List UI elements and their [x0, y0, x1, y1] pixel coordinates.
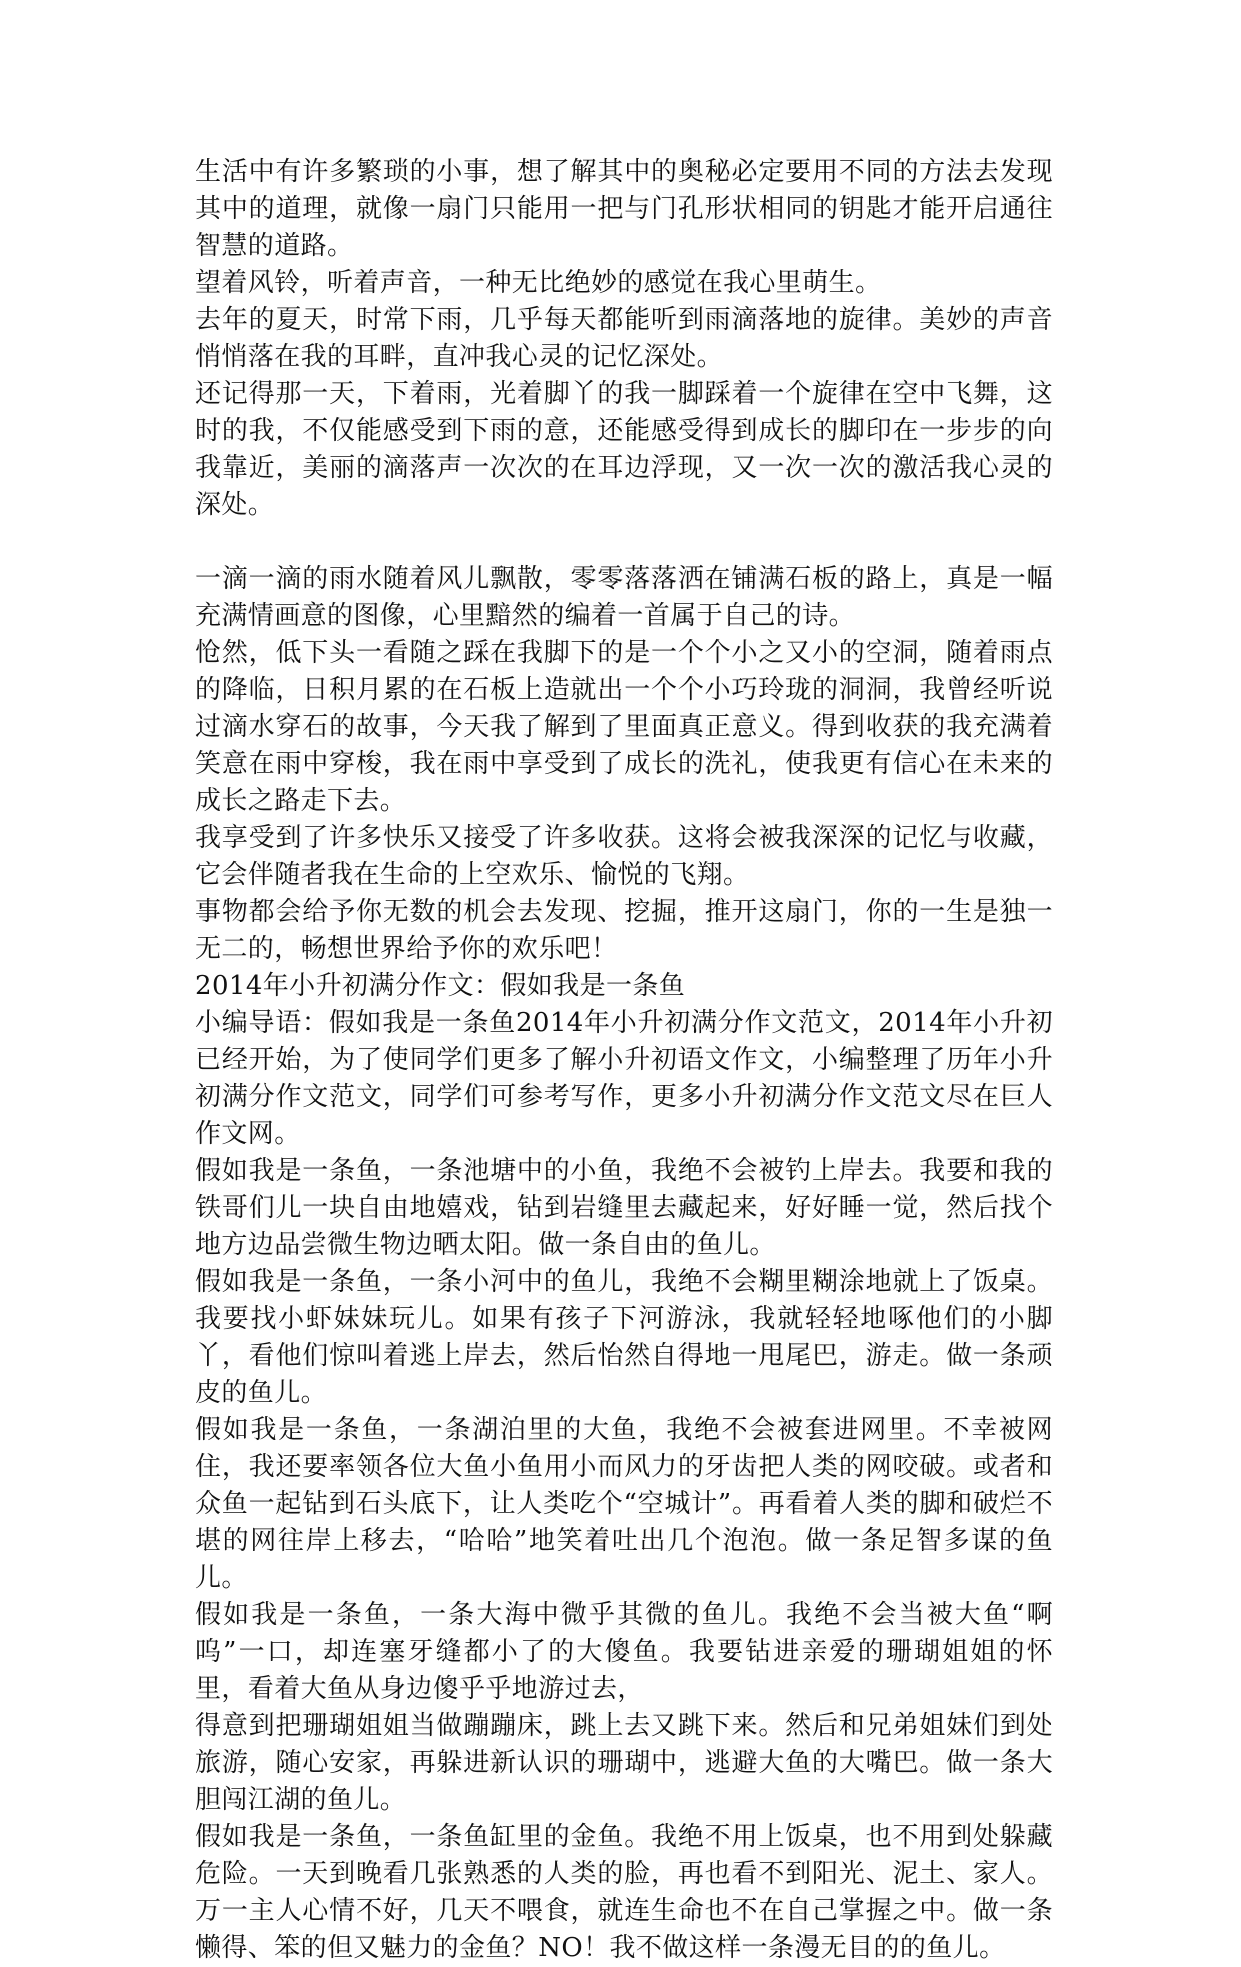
paragraph-river-fish: 假如我是一条鱼，一条小河中的鱼儿，我绝不会糊里糊涂地就上了饭桌。我要找小虾妹妹玩儿。如果有孩子下河游泳，我就轻轻地啄他们的小脚丫，看他们惊叫着逃上岸去，然后怡然自得地一甩尾巴，游走。做一条顽皮的鱼儿。: [195, 1267, 1053, 1408]
paragraph-intro: 生活中有许多繁琐的小事，想了解其中的奥秘必定要用不同的方法去发现其中的道理，就像一扇门只能用一把与门孔形状相同的钥匙才能开启通往智慧的道路。: [195, 157, 1053, 261]
paragraph-windchime: 望着风铃，听着声音，一种无比绝妙的感觉在我心里萌生。: [195, 268, 882, 298]
paragraph-remember-day: 还记得那一天，下着雨，光着脚丫的我一脚踩着一个旋律在空中飞舞，这时的我，不仅能感受到下雨的意，还能感受得到成长的脚印在一步步的向我靠近，美丽的滴落声一次次的在耳边浮现，又一次一次的激活我心灵的深处。: [195, 379, 1053, 520]
essay-title: 2014年小升初满分作文：假如我是一条鱼: [195, 971, 686, 1001]
paragraph-editor-intro: 小编导语：假如我是一条鱼2014年小升初满分作文范文，2014年小升初已经开始，为了使同学们更多了解小升初语文作文，小编整理了历年小升初满分作文范文，同学们可参考写作，更多小升初满分作文范文尽在巨人作文网。: [195, 1008, 1053, 1149]
blank-line: [195, 524, 1053, 561]
paragraph-holes-in-stone: 怆然，低下头一看随之踩在我脚下的是一个个小之又小的空洞，随着雨点的降临，日积月累的在石板上造就出一个个小巧玲珑的洞洞，我曾经听说过滴水穿石的故事，今天我了解到了里面真正意义。得到收获的我充满着笑意在雨中穿梭，我在雨中享受到了成长的洗礼，使我更有信心在未来的成长之路走下去。: [195, 638, 1053, 816]
paragraph-sea-fish: 假如我是一条鱼，一条大海中微乎其微的鱼儿。我绝不会当被大鱼“啊呜”一口，却连塞牙缝都小了的大傻鱼。我要钻进亲爱的珊瑚姐姐的怀里，看着大鱼从身边傻乎乎地游过去，: [195, 1600, 1053, 1704]
paragraph-raindrops: 一滴一滴的雨水随着风儿飘散，零零落落洒在铺满石板的路上，真是一幅充满情画意的图像，心里黯然的编着一首属于自己的诗。: [195, 564, 1053, 631]
paragraph-coral-trampoline: 得意到把珊瑚姐姐当做蹦蹦床，跳上去又跳下来。然后和兄弟姐妹们到处旅游，随心安家，再躲进新认识的珊瑚中，逃避大鱼的大嘴巴。做一条大胆闯江湖的鱼儿。: [195, 1711, 1053, 1815]
paragraph-goldfish: 假如我是一条鱼，一条鱼缸里的金鱼。我绝不用上饭桌，也不用到处躲藏危险。一天到晚看几张熟悉的人类的脸，再也看不到阳光、泥土、家人。万一主人心情不好，几天不喂食，就连生命也不在自己掌握之中。做一条懒得、笨的但又魅力的金鱼？NO！我不做这样一条漫无目的的鱼儿。: [195, 1822, 1053, 1963]
paragraph-happiness: 我享受到了许多快乐又接受了许多收获。这将会被我深深的记忆与收藏，它会伴随者我在生命的上空欢乐、愉悦的飞翔。: [195, 823, 1053, 890]
paragraph-lake-fish: 假如我是一条鱼，一条湖泊里的大鱼，我绝不会被套进网里。不幸被网住，我还要率领各位大鱼小鱼用小而风力的牙齿把人类的网咬破。或者和众鱼一起钻到石头底下，让人类吃个“空城计”。再看着人类的脚和破烂不堪的网往岸上移去，“哈哈”地笑着吐出几个泡泡。做一条足智多谋的鱼儿。: [195, 1415, 1053, 1593]
paragraph-pond-fish: 假如我是一条鱼，一条池塘中的小鱼，我绝不会被钓上岸去。我要和我的铁哥们儿一块自由地嬉戏，钻到岩缝里去藏起来，好好睡一觉，然后找个地方边品尝微生物边晒太阳。做一条自由的鱼儿。: [195, 1156, 1053, 1260]
paragraph-last-summer: 去年的夏天，时常下雨，几乎每天都能听到雨滴落地的旋律。美妙的声音悄悄落在我的耳畔，直冲我心灵的记忆深处。: [195, 305, 1053, 372]
document-body: [195, 154, 1053, 1967]
paragraph-push-door: 事物都会给予你无数的机会去发现、挖掘，推开这扇门，你的一生是独一无二的，畅想世界给予你的欢乐吧！: [195, 897, 1053, 964]
